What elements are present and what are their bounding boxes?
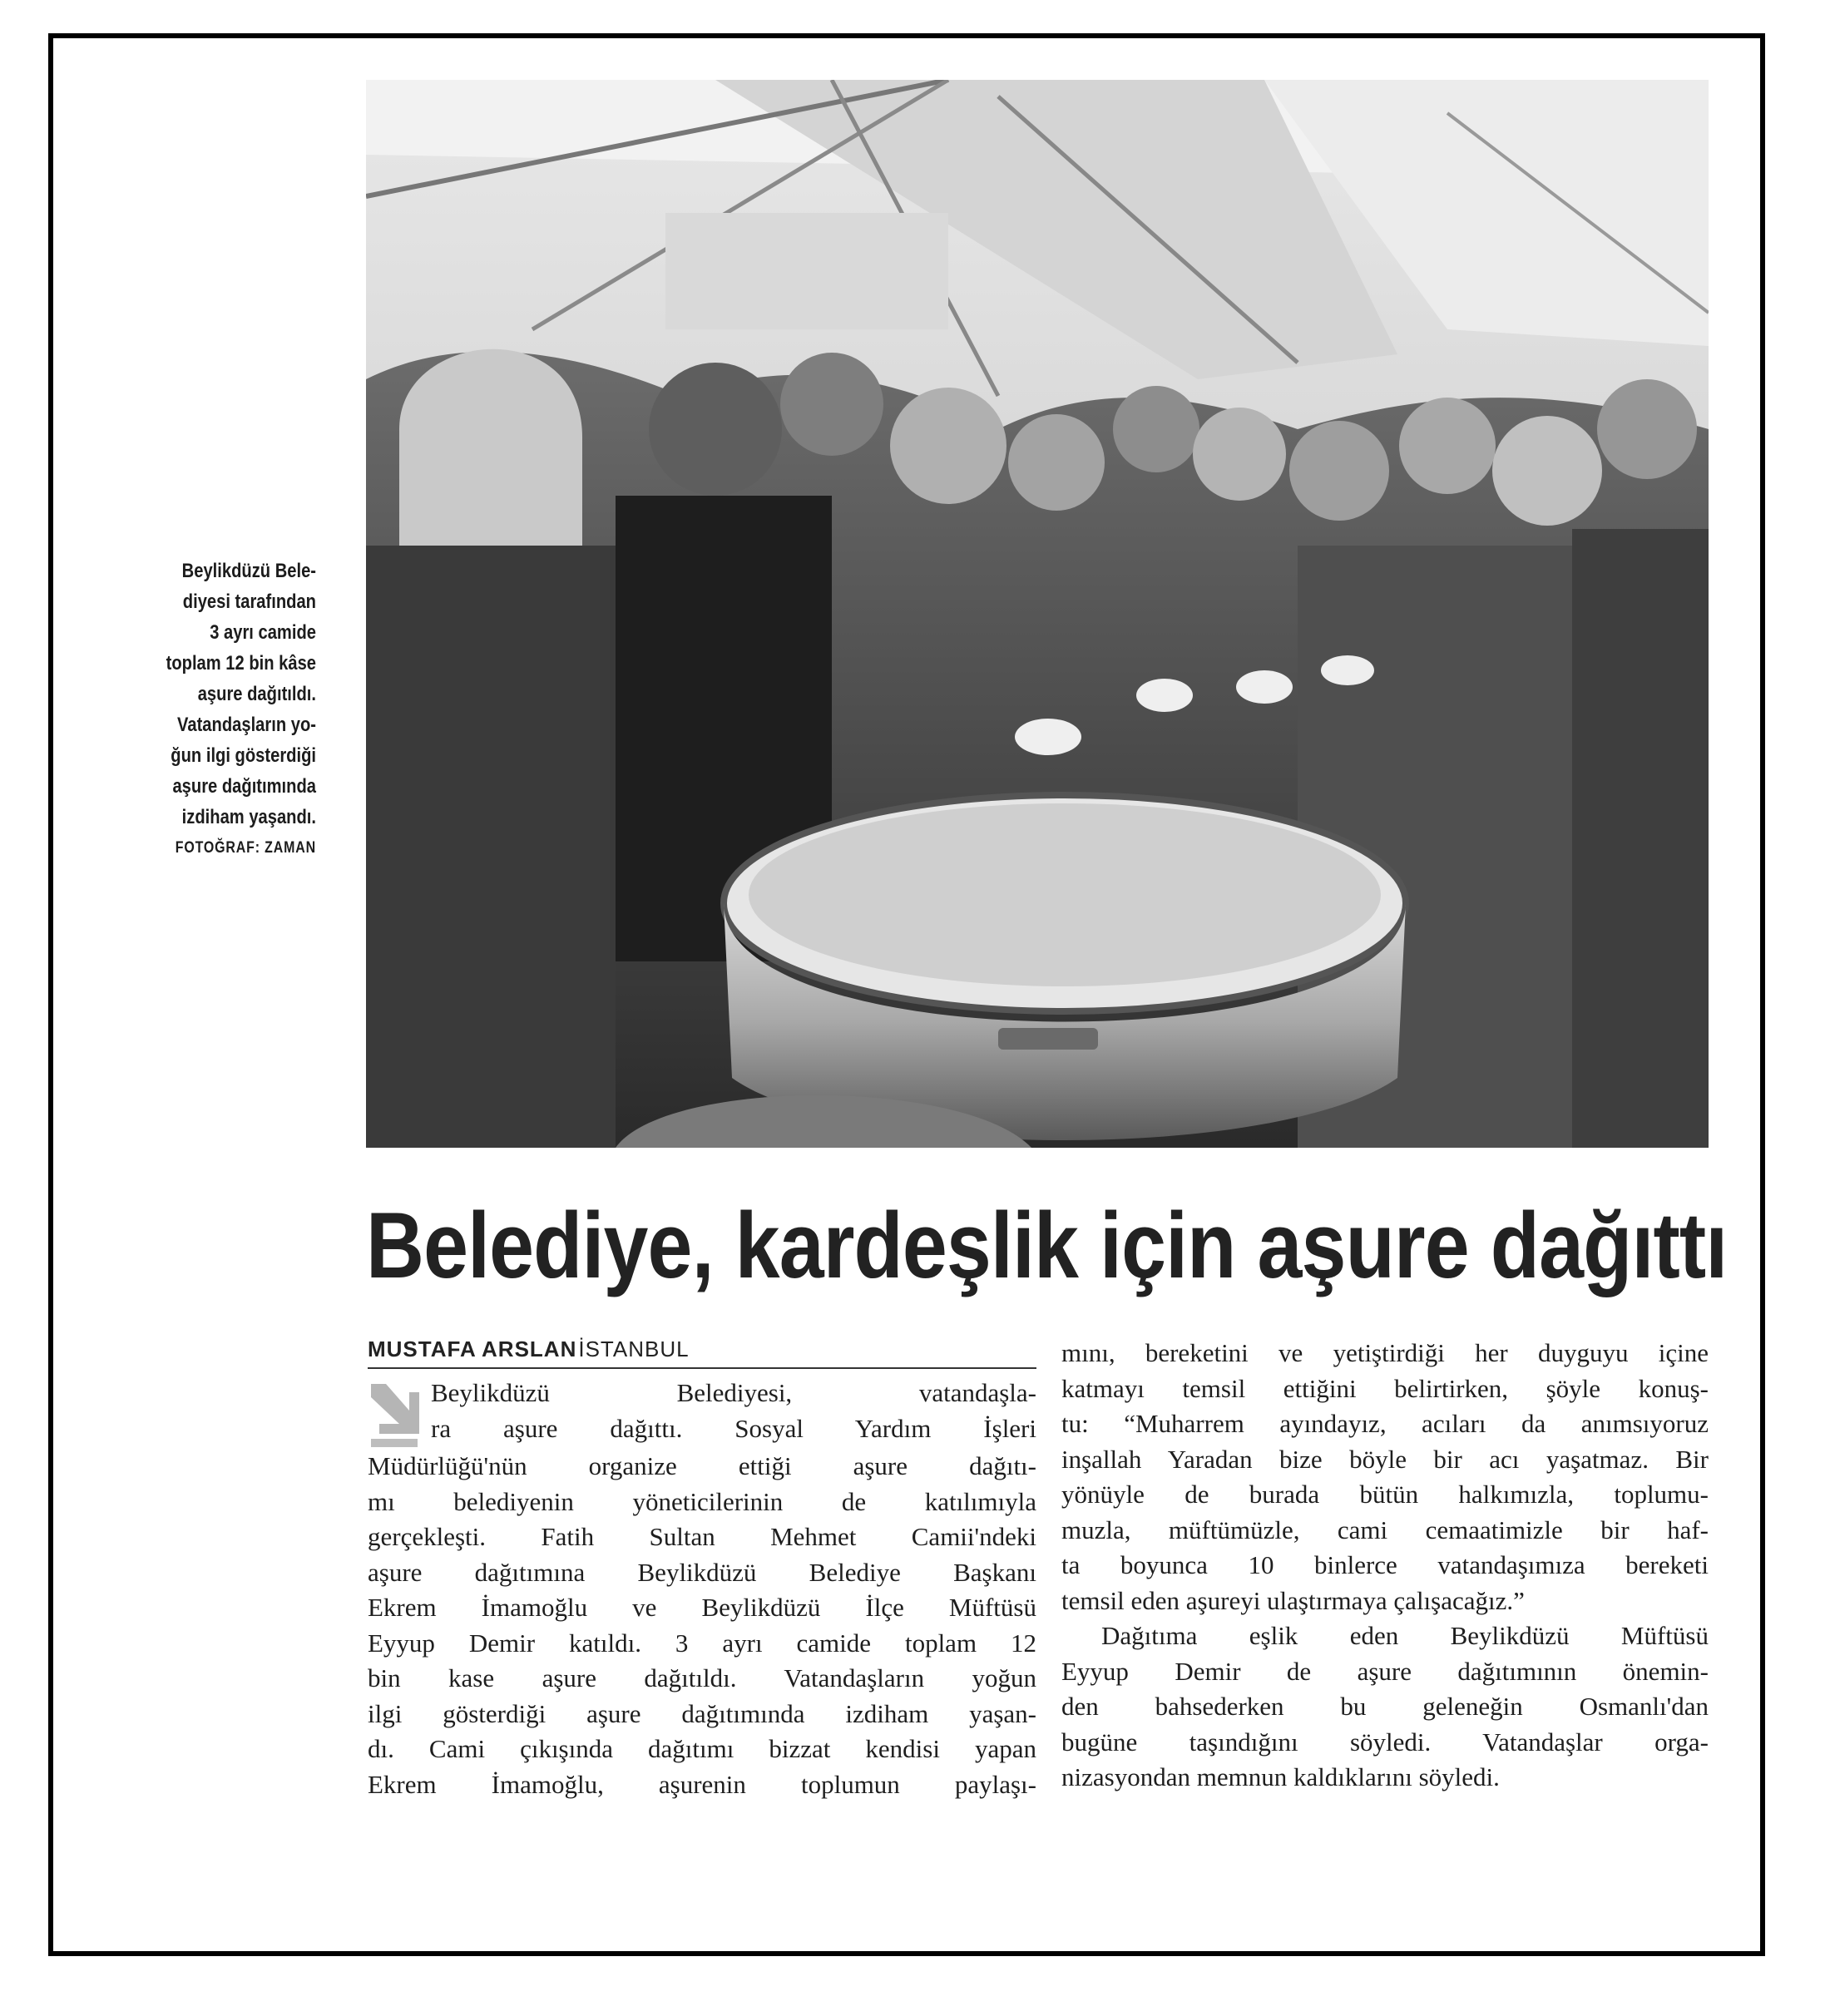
news-photo	[366, 80, 1709, 1148]
arrow-icon	[368, 1379, 421, 1449]
article-line: aşure dağıtımına Beylikdüzü Belediye Başkanı	[368, 1557, 1036, 1587]
photo-caption	[126, 556, 316, 861]
byline	[368, 1334, 1036, 1369]
article-column-1	[368, 1376, 1036, 1802]
caption-line: Beylikdüzü Bele-	[181, 560, 316, 582]
article-line: bin kase aşure dağıtıldı. Vatandaşların yoğun	[368, 1663, 1036, 1692]
article-line: temsil eden aşureyi ulaştırmaya çalışacağız.”	[1061, 1585, 1525, 1615]
article-line: Eyyup Demir katıldı. 3 ayrı camide toplam 12	[368, 1628, 1036, 1658]
article-line: bugüne taşındığını söyledi. Vatandaşlar orga-	[1061, 1727, 1709, 1757]
article-line: dı. Cami çıkışında dağıtımı bizzat kendisi yapan	[368, 1734, 1036, 1763]
caption-line: diyesi tarafından	[182, 590, 316, 613]
article-line: Beylikdüzü Belediyesi, vatandaşla-	[431, 1378, 1036, 1407]
article-line: Eyyup Demir de aşure dağıtımının önemin-	[1061, 1656, 1709, 1686]
article-line: den bahsederken bu geleneğin Osmanlı'dan	[1061, 1692, 1709, 1721]
article-line: Ekrem İmamoğlu ve Beylikdüzü İlçe Müftüsü	[368, 1593, 1036, 1622]
article-column-2	[1061, 1336, 1709, 1796]
caption-line: toplam 12 bin kâse	[166, 652, 316, 674]
article-headline: Belediye, kardeşlik için aşure dağıttı	[366, 1193, 1728, 1297]
caption-line: izdiham yaşandı.	[181, 806, 316, 828]
article-line: gerçekleşti. Fatih Sultan Mehmet Camii'ndeki	[368, 1522, 1036, 1551]
article-line: mını, bereketini ve yetiştirdiği her duyguyu içine	[1061, 1338, 1709, 1367]
article-line: Dağıtıma eşlik eden Beylikdüzü Müftüsü	[1101, 1621, 1709, 1650]
article-line: yönüyle de burada bütün halkımızla, toplumu-	[1061, 1480, 1709, 1509]
article-line: katmayı temsil ettiğini belirtirken, şöyle konuş-	[1061, 1373, 1709, 1403]
article-line: ra aşure dağıttı. Sosyal Yardım İşleri	[431, 1413, 1036, 1443]
caption-line: aşure dağıtımında	[172, 775, 316, 798]
byline-author: MUSTAFA ARSLAN	[368, 1337, 577, 1361]
article-line: mı belediyenin yöneticilerinin de katılımıyla	[368, 1486, 1036, 1516]
caption-line: aşure dağıtıldı.	[197, 683, 316, 705]
caption-line: ğun ilgi gösterdiği	[171, 744, 316, 767]
photo-icon	[366, 80, 1709, 1148]
caption-line: 3 ayrı camide	[210, 621, 316, 644]
article-line: ta boyunca 10 binlerce vatandaşımıza bereketi	[1061, 1550, 1709, 1579]
article-line: Müdürlüğü'nün organize ettiği aşure dağıtı-	[368, 1451, 1036, 1480]
article-line: inşallah Yaradan bize böyle bir acı yaşatmaz. Bir	[1061, 1444, 1709, 1474]
article-line: muzla, müftümüzle, cami cemaatimizle bir haf-	[1061, 1514, 1709, 1544]
caption-line: Vatandaşların yo-	[177, 714, 316, 736]
article-line: nizasyondan memnun kaldıklarını söyledi.	[1061, 1762, 1500, 1791]
byline-location: İSTANBUL	[578, 1337, 690, 1361]
article-line: Ekrem İmamoğlu, aşurenin toplumun paylaşı-	[368, 1769, 1036, 1799]
photo-credit: FOTOĞRAF: ZAMAN	[175, 839, 316, 857]
article-line: tu: “Muharrem ayındayız, acıları da anımsıyoruz	[1061, 1409, 1709, 1438]
article-line: ilgi gösterdiği aşure dağıtımında izdiham yaşan-	[368, 1698, 1036, 1728]
